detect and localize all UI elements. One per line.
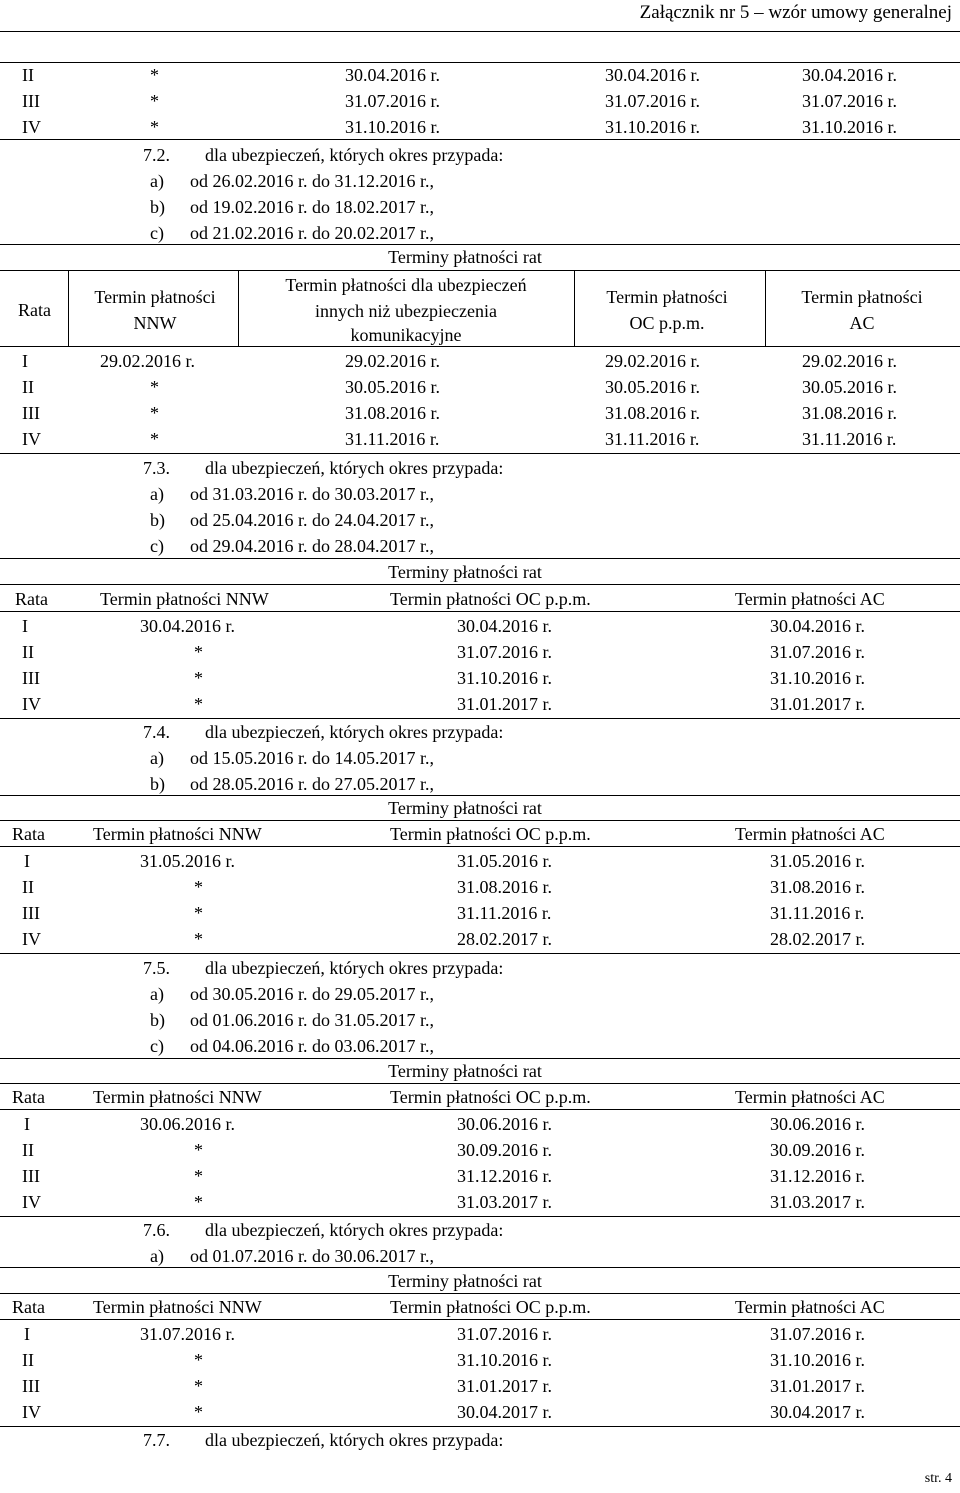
section-text: dla ubezpieczeń, których okres przypada: <box>205 145 504 165</box>
list-item-letter: b) <box>150 774 165 794</box>
col-header-nnw-2: NNW <box>133 313 177 333</box>
oc-cell: 30.05.2016 r. <box>605 377 701 397</box>
list-item-text: od 26.02.2016 r. do 31.12.2016 r., <box>190 171 435 191</box>
rata-cell: II <box>22 377 34 397</box>
ac-cell: 31.10.2016 r. <box>770 1350 866 1370</box>
rata-cell: I <box>22 616 28 636</box>
col-header-oc: Termin płatności OC p.p.m. <box>390 1087 591 1107</box>
ac-cell: 31.08.2016 r. <box>802 403 898 423</box>
list-item-text: od 31.03.2016 r. do 30.03.2017 r., <box>190 484 435 504</box>
list-item-letter: b) <box>150 197 165 217</box>
section-number: 7.7. <box>143 1430 170 1450</box>
oc-cell: 31.07.2016 r. <box>457 642 553 662</box>
nnw-cell: * <box>194 694 203 714</box>
ac-cell: 30.09.2016 r. <box>770 1140 866 1160</box>
list-item-text: od 25.04.2016 r. do 24.04.2017 r., <box>190 510 435 530</box>
nnw-cell: * <box>194 668 203 688</box>
list-item-letter: c) <box>150 223 164 243</box>
inne-cell: 31.08.2016 r. <box>345 403 441 423</box>
ac-cell: 31.10.2016 r. <box>770 668 866 688</box>
inne-cell: 31.11.2016 r. <box>345 429 440 449</box>
list-item-text: od 01.06.2016 r. do 31.05.2017 r., <box>190 1010 435 1030</box>
nnw-cell: * <box>194 1402 203 1422</box>
list-item-letter: a) <box>150 171 164 191</box>
rata-cell: IV <box>22 117 41 137</box>
ac-cell: 30.05.2016 r. <box>802 377 898 397</box>
section-text: dla ubezpieczeń, których okres przypada: <box>205 722 504 742</box>
ac-cell: 30.06.2016 r. <box>770 1114 866 1134</box>
section-number: 7.2. <box>143 145 170 165</box>
table-super-header: Terminy płatności rat <box>388 1061 542 1081</box>
oc-cell: 30.04.2016 r. <box>457 616 553 636</box>
nnw-cell: * <box>194 877 203 897</box>
rata-cell: IV <box>22 694 41 714</box>
oc-cell: 30.06.2016 r. <box>457 1114 553 1134</box>
col-header-oc: Termin płatności OC p.p.m. <box>390 1297 591 1317</box>
col-header-rata: Rata <box>12 824 45 844</box>
list-item-text: od 15.05.2016 r. do 14.05.2017 r., <box>190 748 435 768</box>
oc-cell: 30.09.2016 r. <box>457 1140 553 1160</box>
nnw-cell: * <box>194 1166 203 1186</box>
col-header-nnw: Termin płatności NNW <box>93 1087 262 1107</box>
rata-cell: IV <box>22 429 41 449</box>
col-header-ac-1: Termin płatności <box>801 287 923 307</box>
section-text: dla ubezpieczeń, których okres przypada: <box>205 1430 504 1450</box>
oc-cell: 31.11.2016 r. <box>457 903 552 923</box>
nnw-cell: 31.05.2016 r. <box>140 851 236 871</box>
ac-cell: 29.02.2016 r. <box>802 351 898 371</box>
nnw-cell: * <box>150 91 159 111</box>
nnw-cell: * <box>150 117 159 137</box>
list-item-text: od 30.05.2016 r. do 29.05.2017 r., <box>190 984 435 1004</box>
nnw-cell: * <box>194 1140 203 1160</box>
section-text: dla ubezpieczeń, których okres przypada: <box>205 458 504 478</box>
rata-cell: I <box>22 351 28 371</box>
col-header-inne-1: Termin płatności dla ubezpieczeń <box>285 275 527 295</box>
rata-cell: II <box>22 65 34 85</box>
ac-cell: 30.04.2016 r. <box>770 616 866 636</box>
col-header-ac: Termin płatności AC <box>735 1297 885 1317</box>
header-rule <box>0 31 960 32</box>
rata-cell: IV <box>22 1192 41 1212</box>
list-item-text: od 29.04.2016 r. do 28.04.2017 r., <box>190 536 435 556</box>
col-header-oc-2: OC p.p.m. <box>629 313 705 333</box>
col-header-rata: Rata <box>12 1297 45 1317</box>
oc-cell: 31.12.2016 r. <box>457 1166 553 1186</box>
ac-cell: 31.08.2016 r. <box>770 877 866 897</box>
rata-cell: III <box>22 903 40 923</box>
rata-cell: II <box>22 877 34 897</box>
col-header-nnw: Termin płatności NNW <box>100 589 269 609</box>
rata-cell: I <box>24 1114 30 1134</box>
col-header-nnw: Termin płatności NNW <box>93 1297 262 1317</box>
oc-cell: 31.08.2016 r. <box>457 877 553 897</box>
oc-cell: 31.01.2017 r. <box>457 694 553 714</box>
nnw-cell: 30.04.2016 r. <box>140 616 236 636</box>
section-number: 7.5. <box>143 958 170 978</box>
ac-cell: 31.07.2016 r. <box>802 91 898 111</box>
rata-cell: III <box>22 91 40 111</box>
list-item-text: od 21.02.2016 r. do 20.02.2017 r., <box>190 223 435 243</box>
oc-cell: 31.07.2016 r. <box>605 91 701 111</box>
inne-cell: 31.10.2016 r. <box>345 117 441 137</box>
oc-cell: 30.04.2017 r. <box>457 1402 553 1422</box>
col-header-rata: Rata <box>18 300 51 320</box>
list-item-letter: c) <box>150 1036 164 1056</box>
oc-cell: 31.03.2017 r. <box>457 1192 553 1212</box>
inne-cell: 31.07.2016 r. <box>345 91 441 111</box>
col-header-oc-1: Termin płatności <box>606 287 728 307</box>
inne-cell: 29.02.2016 r. <box>345 351 441 371</box>
section-number: 7.6. <box>143 1220 170 1240</box>
oc-cell: 31.11.2016 r. <box>605 429 700 449</box>
ac-cell: 31.10.2016 r. <box>802 117 898 137</box>
nnw-cell: * <box>150 377 159 397</box>
nnw-cell: 29.02.2016 r. <box>100 351 196 371</box>
rata-cell: II <box>22 1350 34 1370</box>
inne-cell: 30.05.2016 r. <box>345 377 441 397</box>
list-item-letter: a) <box>150 1246 164 1266</box>
ac-cell: 31.07.2016 r. <box>770 642 866 662</box>
list-item-text: od 04.06.2016 r. do 03.06.2017 r., <box>190 1036 435 1056</box>
ac-cell: 31.03.2017 r. <box>770 1192 866 1212</box>
list-item-letter: a) <box>150 484 164 504</box>
col-header-rata: Rata <box>12 1087 45 1107</box>
oc-cell: 29.02.2016 r. <box>605 351 701 371</box>
ac-cell: 30.04.2017 r. <box>770 1402 866 1422</box>
col-header-oc: Termin płatności OC p.p.m. <box>390 824 591 844</box>
list-item-text: od 01.07.2016 r. do 30.06.2017 r., <box>190 1246 435 1266</box>
page-header-title: Załącznik nr 5 – wzór umowy generalnej <box>639 2 952 23</box>
nnw-cell: * <box>150 65 159 85</box>
rata-cell: III <box>22 403 40 423</box>
list-item-letter: b) <box>150 1010 165 1030</box>
col-header-ac: Termin płatności AC <box>735 1087 885 1107</box>
nnw-cell: * <box>194 1192 203 1212</box>
rata-cell: II <box>22 642 34 662</box>
col-header-ac-2: AC <box>849 313 875 333</box>
table-super-header: Terminy płatności rat <box>388 798 542 818</box>
nnw-cell: * <box>194 642 203 662</box>
oc-cell: 31.08.2016 r. <box>605 403 701 423</box>
inne-cell: 30.04.2016 r. <box>345 65 441 85</box>
ac-cell: 31.01.2017 r. <box>770 1376 866 1396</box>
col-header-inne-2: innych niż ubezpieczenia <box>315 301 497 321</box>
col-header-ac: Termin płatności AC <box>735 824 885 844</box>
oc-cell: 31.10.2016 r. <box>605 117 701 137</box>
ac-cell: 31.01.2017 r. <box>770 694 866 714</box>
oc-cell: 31.05.2016 r. <box>457 851 553 871</box>
col-header-nnw: Termin płatności NNW <box>93 824 262 844</box>
nnw-cell: 30.06.2016 r. <box>140 1114 236 1134</box>
oc-cell: 31.10.2016 r. <box>457 668 553 688</box>
oc-cell: 31.07.2016 r. <box>457 1324 553 1344</box>
oc-cell: 30.04.2016 r. <box>605 65 701 85</box>
ac-cell: 31.07.2016 r. <box>770 1324 866 1344</box>
nnw-cell: * <box>194 1350 203 1370</box>
table-super-header: Terminy płatności rat <box>388 562 542 582</box>
nnw-cell: * <box>194 903 203 923</box>
page-number: str. 4 <box>924 1471 952 1486</box>
table-super-header: Terminy płatności rat <box>388 247 542 267</box>
ac-cell: 30.04.2016 r. <box>802 65 898 85</box>
section-text: dla ubezpieczeń, których okres przypada: <box>205 958 504 978</box>
list-item-text: od 28.05.2016 r. do 27.05.2017 r., <box>190 774 435 794</box>
list-item-text: od 19.02.2016 r. do 18.02.2017 r., <box>190 197 435 217</box>
col-header-nnw-1: Termin płatności <box>94 287 216 307</box>
col-header-rata: Rata <box>15 589 48 609</box>
nnw-cell: * <box>150 429 159 449</box>
section-number: 7.3. <box>143 458 170 478</box>
rata-cell: III <box>22 1376 40 1396</box>
list-item-letter: a) <box>150 984 164 1004</box>
rata-cell: III <box>22 1166 40 1186</box>
nnw-cell: 31.07.2016 r. <box>140 1324 236 1344</box>
rata-cell: IV <box>22 1402 41 1422</box>
nnw-cell: * <box>150 403 159 423</box>
col-header-inne-3: komunikacyjne <box>350 325 462 345</box>
list-item-letter: b) <box>150 510 165 530</box>
ac-cell: 31.12.2016 r. <box>770 1166 866 1186</box>
col-header-oc: Termin płatności OC p.p.m. <box>390 589 591 609</box>
section-text: dla ubezpieczeń, których okres przypada: <box>205 1220 504 1240</box>
ac-cell: 31.11.2016 r. <box>770 903 865 923</box>
oc-cell: 28.02.2017 r. <box>457 929 553 949</box>
oc-cell: 31.01.2017 r. <box>457 1376 553 1396</box>
rata-cell: II <box>22 1140 34 1160</box>
section-number: 7.4. <box>143 722 170 742</box>
rata-cell: III <box>22 668 40 688</box>
col-header-ac: Termin płatności AC <box>735 589 885 609</box>
list-item-letter: a) <box>150 748 164 768</box>
list-item-letter: c) <box>150 536 164 556</box>
rata-cell: I <box>24 851 30 871</box>
nnw-cell: * <box>194 1376 203 1396</box>
ac-cell: 31.05.2016 r. <box>770 851 866 871</box>
rata-cell: IV <box>22 929 41 949</box>
oc-cell: 31.10.2016 r. <box>457 1350 553 1370</box>
ac-cell: 31.11.2016 r. <box>802 429 897 449</box>
ac-cell: 28.02.2017 r. <box>770 929 866 949</box>
nnw-cell: * <box>194 929 203 949</box>
table-super-header: Terminy płatności rat <box>388 1271 542 1291</box>
rata-cell: I <box>24 1324 30 1344</box>
